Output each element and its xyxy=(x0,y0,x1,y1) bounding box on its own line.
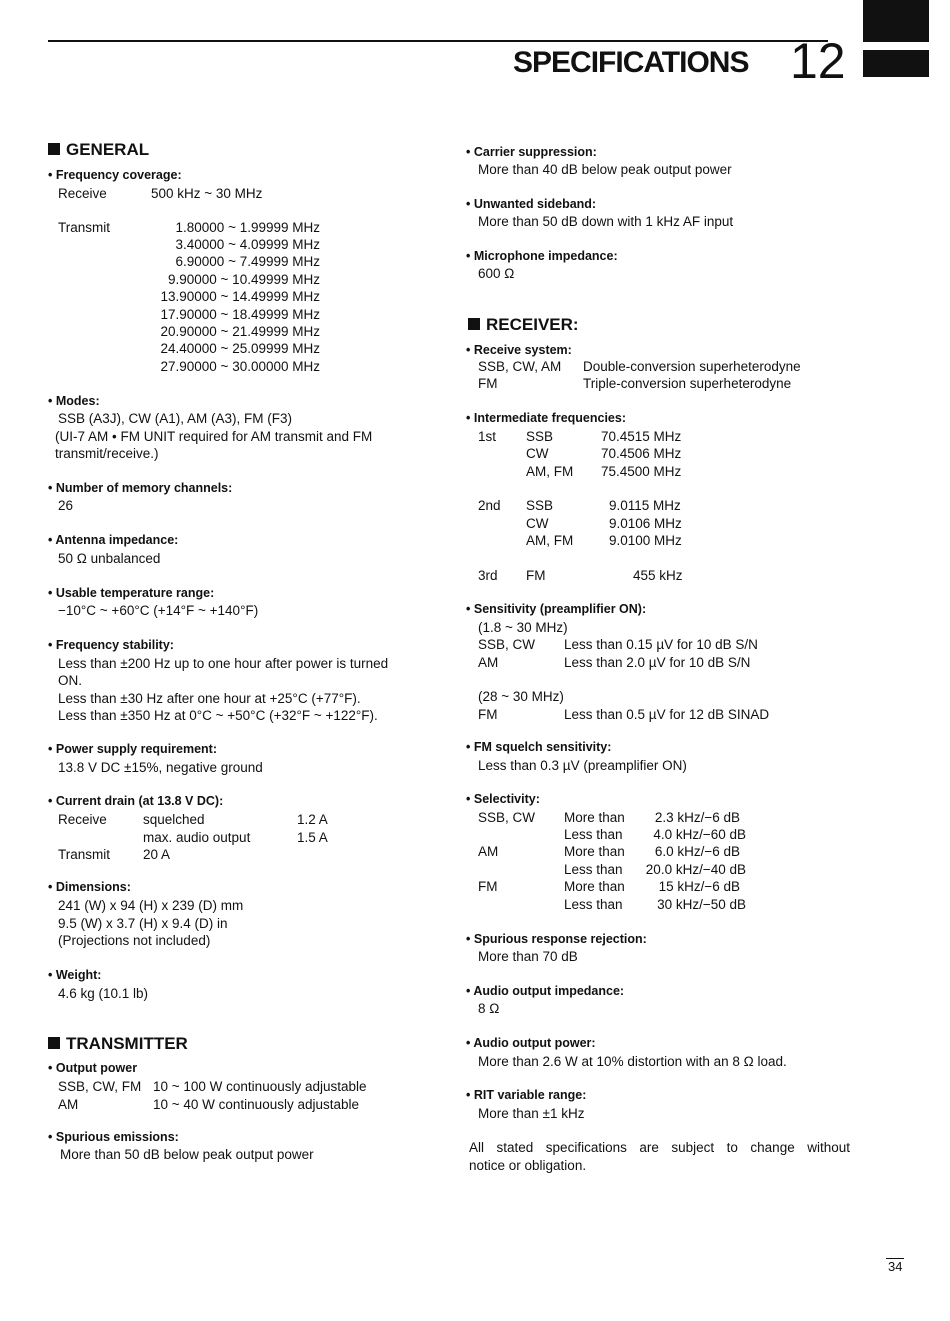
transmit-label: Transmit xyxy=(58,220,111,235)
drain-maxaudio: max. audio output xyxy=(143,830,251,845)
modes-label: • Modes: xyxy=(48,394,100,408)
output-mode: AM xyxy=(58,1097,79,1112)
receive-range: 500 kHz ~ 30 MHz xyxy=(151,186,263,201)
weight-value: 4.6 kg (10.1 lb) xyxy=(58,986,149,1001)
drain-transmit: Transmit xyxy=(58,847,111,862)
if-value: 70.4506 MHz xyxy=(601,446,682,461)
tx-range: 1.80000 ~ 1.99999 MHz xyxy=(175,220,320,235)
stability-line: Less than ±200 Hz up to one hour after power is turned xyxy=(58,656,389,671)
carrier-label: • Carrier suppression: xyxy=(466,145,597,159)
power-value: 13.8 V DC ±15%, negative ground xyxy=(58,760,263,775)
if-mode: AM, FM xyxy=(526,533,574,548)
tx-range: 27.90000 ~ 30.00000 MHz xyxy=(160,359,320,374)
memory-value: 26 xyxy=(58,498,74,513)
if-value: 9.0100 MHz xyxy=(609,533,682,548)
chapter-tab-bottom xyxy=(863,50,929,77)
notice-line: notice or obligation. xyxy=(469,1158,587,1173)
tx-range: 13.90000 ~ 14.49999 MHz xyxy=(160,289,320,304)
rit-value: More than ±1 kHz xyxy=(478,1106,585,1121)
spurious-emission-value: More than 50 dB below peak output power xyxy=(60,1147,314,1162)
selectivity-mode: FM xyxy=(478,879,498,894)
dimensions-line: 9.5 (W) x 3.7 (H) x 9.4 (D) in xyxy=(58,916,228,931)
output-label: • Output power xyxy=(48,1061,137,1075)
temp-label: • Usable temperature range: xyxy=(48,586,214,600)
spurious-response-label: • Spurious response rejection: xyxy=(466,932,647,946)
drain-sq-value: 1.2 A xyxy=(297,812,328,827)
tx-range: 3.40000 ~ 4.09999 MHz xyxy=(175,237,320,252)
selectivity-mode: AM xyxy=(478,844,499,859)
stability-line: ON. xyxy=(58,673,83,688)
drain-squelched: squelched xyxy=(143,812,205,827)
rit-label: • RIT variable range: xyxy=(466,1088,586,1102)
page-title: SPECIFICATIONS xyxy=(513,46,749,79)
selectivity-value: 30 kHz/−50 dB xyxy=(657,897,746,912)
sensitivity-value: Less than 0.15 µV for 10 dB S/N xyxy=(564,637,758,652)
if-value: 455 kHz xyxy=(633,568,683,583)
output-mode: SSB, CW, FM xyxy=(58,1079,142,1094)
rx-system-label: • Receive system: xyxy=(466,343,572,357)
dimensions-line: 241 (W) x 94 (H) x 239 (D) mm xyxy=(58,898,244,913)
tx-range: 9.90000 ~ 10.49999 MHz xyxy=(168,272,320,287)
receive-label: Receive xyxy=(58,186,107,201)
sensitivity-value: Less than 2.0 µV for 10 dB S/N xyxy=(564,655,751,670)
sensitivity-range: (28 ~ 30 MHz) xyxy=(478,689,564,704)
sensitivity-mode: SSB, CW xyxy=(478,637,536,652)
chapter-tab-top xyxy=(863,0,929,42)
selectivity-value: 2.3 kHz/−6 dB xyxy=(654,810,740,825)
section-general: GENERAL xyxy=(48,140,149,160)
selectivity-cond: More than xyxy=(564,810,625,825)
weight-label: • Weight: xyxy=(48,968,101,982)
if-stage: 1st xyxy=(478,429,497,444)
if-mode: FM xyxy=(526,568,546,583)
sensitivity-label: • Sensitivity (preamplifier ON): xyxy=(466,602,646,616)
sensitivity-value: Less than 0.5 µV for 12 dB SINAD xyxy=(564,707,770,722)
if-mode: CW xyxy=(526,446,549,461)
selectivity-mode: SSB, CW xyxy=(478,810,536,825)
selectivity-value: 20.0 kHz/−40 dB xyxy=(645,862,746,877)
dimensions-label: • Dimensions: xyxy=(48,880,131,894)
rx-system-mode: SSB, CW, AM xyxy=(478,359,562,374)
fm-squelch-label: • FM squelch sensitivity: xyxy=(466,740,611,754)
selectivity-cond: Less than xyxy=(564,897,623,912)
selectivity-cond: More than xyxy=(564,844,625,859)
if-mode: SSB xyxy=(526,498,554,513)
output-value: 10 ~ 100 W continuously adjustable xyxy=(153,1079,367,1094)
selectivity-cond: Less than xyxy=(564,862,623,877)
sideband-label: • Unwanted sideband: xyxy=(466,197,596,211)
mic-label: • Microphone impedance: xyxy=(466,249,618,263)
sensitivity-range: (1.8 ~ 30 MHz) xyxy=(478,620,568,635)
selectivity-value: 6.0 kHz/−6 dB xyxy=(654,844,740,859)
drain-receive: Receive xyxy=(58,812,107,827)
section-receiver: RECEIVER: xyxy=(468,315,579,335)
selectivity-cond: Less than xyxy=(564,827,623,842)
stability-label: • Frequency stability: xyxy=(48,638,174,652)
audio-power-value: More than 2.6 W at 10% distortion with an 8 Ω load. xyxy=(478,1054,787,1069)
power-label: • Power supply requirement: xyxy=(48,742,217,756)
chapter-number: 12 xyxy=(790,33,846,89)
if-mode: AM, FM xyxy=(526,464,574,479)
spurious-response-value: More than 70 dB xyxy=(478,949,578,964)
rx-system-mode: FM xyxy=(478,376,498,391)
if-stage: 2nd xyxy=(478,498,501,513)
page-number: 34 xyxy=(888,1259,903,1274)
drain-tx-value: 20 A xyxy=(143,847,171,862)
selectivity-value: 15 kHz/−6 dB xyxy=(658,879,740,894)
mic-value: 600 Ω xyxy=(478,266,515,281)
carrier-value: More than 40 dB below peak output power xyxy=(478,162,732,177)
audio-power-label: • Audio output power: xyxy=(466,1036,596,1050)
rx-system-value: Double-conversion superheterodyne xyxy=(583,359,801,374)
rx-system-value: Triple-conversion superheterodyne xyxy=(583,376,792,391)
tx-range: 17.90000 ~ 18.49999 MHz xyxy=(160,307,320,322)
section-transmitter: TRANSMITTER xyxy=(48,1034,188,1054)
if-label: • Intermediate frequencies: xyxy=(466,411,626,425)
sensitivity-mode: AM xyxy=(478,655,499,670)
sensitivity-mode: FM xyxy=(478,707,498,722)
freq-coverage-label: • Frequency coverage: xyxy=(48,168,182,182)
modes-line: (UI-7 AM • FM UNIT required for AM transmit and FM xyxy=(55,429,373,444)
if-stage: 3rd xyxy=(478,568,498,583)
modes-line: SSB (A3J), CW (A1), AM (A3), FM (F3) xyxy=(58,411,293,426)
drain-max-value: 1.5 A xyxy=(297,830,328,845)
dimensions-line: (Projections not included) xyxy=(58,933,211,948)
stability-line: Less than ±350 Hz at 0°C ~ +50°C (+32°F ~ +122°F). xyxy=(58,708,378,723)
tx-range: 20.90000 ~ 21.49999 MHz xyxy=(160,324,320,339)
tx-range: 6.90000 ~ 7.49999 MHz xyxy=(175,254,320,269)
audio-impedance-value: 8 Ω xyxy=(478,1001,500,1016)
if-value: 9.0115 MHz xyxy=(609,498,681,513)
modes-line: transmit/receive.) xyxy=(55,446,159,461)
antenna-label: • Antenna impedance: xyxy=(48,533,178,547)
if-value: 75.4500 MHz xyxy=(601,464,682,479)
fm-squelch-value: Less than 0.3 µV (preamplifier ON) xyxy=(478,758,687,773)
spurious-emission-label: • Spurious emissions: xyxy=(48,1130,179,1144)
sideband-value: More than 50 dB down with 1 kHz AF input xyxy=(478,214,734,229)
audio-impedance-label: • Audio output impedance: xyxy=(466,984,624,998)
tx-range: 24.40000 ~ 25.09999 MHz xyxy=(160,341,320,356)
memory-label: • Number of memory channels: xyxy=(48,481,232,495)
if-mode: CW xyxy=(526,516,549,531)
if-value: 9.0106 MHz xyxy=(609,516,682,531)
header-rule xyxy=(48,40,828,42)
stability-line: Less than ±30 Hz after one hour at +25°C (+77°F). xyxy=(58,691,361,706)
selectivity-value: 4.0 kHz/−60 dB xyxy=(653,827,746,842)
selectivity-cond: More than xyxy=(564,879,625,894)
notice-line: All stated specifications are subject to change without xyxy=(469,1140,850,1155)
selectivity-label: • Selectivity: xyxy=(466,792,540,806)
if-mode: SSB xyxy=(526,429,554,444)
temp-value: −10°C ~ +60°C (+14°F ~ +140°F) xyxy=(58,603,259,618)
output-value: 10 ~ 40 W continuously adjustable xyxy=(153,1097,360,1112)
if-value: 70.4515 MHz xyxy=(601,429,682,444)
antenna-value: 50 Ω unbalanced xyxy=(58,551,161,566)
drain-label: • Current drain (at 13.8 V DC): xyxy=(48,794,223,808)
